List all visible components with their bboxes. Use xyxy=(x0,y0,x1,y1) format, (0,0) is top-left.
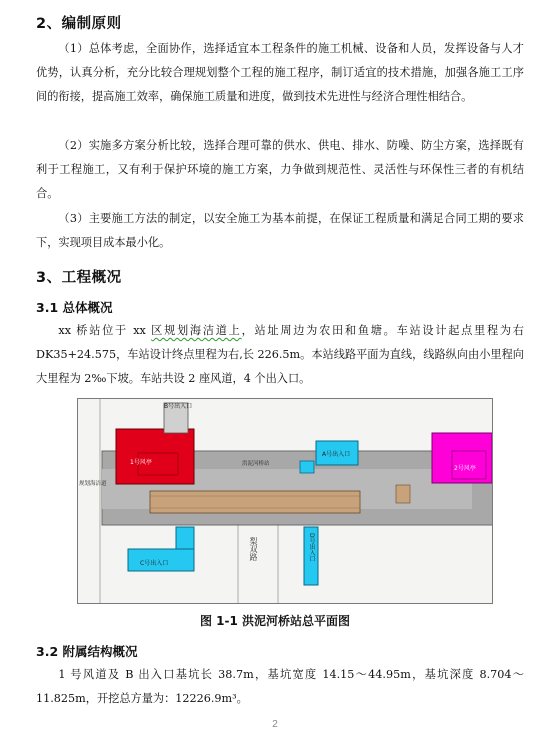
section-heading: 2、编制原则 xyxy=(36,16,122,32)
section-heading: 3、工程概况 xyxy=(36,270,122,286)
spellcheck-underlined-text: 区规划海洁道上 xyxy=(151,324,242,337)
paragraph: （2）实施多方案分析比较，选择合理可靠的供水、供电、排水、防噪、防尘方案，选择既有利于工程施工，又有利于保护环境的施工方案，力争做到规范性、灵活性与环保性三者的有机结合。 xyxy=(36,139,524,201)
text-run: ，站址周边为农田和鱼塘。车站设计起点里程为右 DK35+24.575，车站设计终点里程为右,长 226.5m。本站线路平面为直线，线路纵向由小里程向大里程为 2‰下坡。车站共设 2 座风道，4 个出入口。 xyxy=(36,324,524,386)
text-run: xx 桥站位于 xx xyxy=(58,324,152,337)
exit-d-label: D号出入口 xyxy=(308,533,315,562)
page-number: 2 xyxy=(272,719,278,730)
paragraph: （3）主要施工方法的制定，以安全施工为基本前提，在保证工程质量和满足合同工期的要求下，实现项目成本最小化。 xyxy=(36,212,524,250)
equipment-room xyxy=(396,485,410,503)
site-plan-drawing xyxy=(78,399,492,603)
paragraph: （1）总体考虑，全面协作，选择适宜本工程条件的施工机械、设备和人员，发挥设备与人才优势，认真分析，充分比较合理规划整个工程的施工程序，制订适宜的技术措施，加强各施工工序间的衔接，提高施工效率，确保施工质量和进度，做到技术先进性与经济合理性相结合。 xyxy=(36,42,524,104)
subsection-heading: 3.1 总体概况 xyxy=(36,300,113,315)
road-label: 梨双路 xyxy=(249,537,258,561)
left-road-label: 规划海洁道 xyxy=(79,481,107,487)
subsection-heading: 3.2 附属结构概况 xyxy=(36,644,138,659)
paragraph: 1 号风道及 B 出入口基坑长 38.7m，基坑宽度 14.15～44.95m，基坑深度 8.704～11.825m，开挖总方量为：12226.9m³。 xyxy=(36,668,524,706)
station-site-plan-figure xyxy=(77,398,493,604)
exit-c-label: C号出入口 xyxy=(140,560,169,567)
wind2-label: 2号风亭 xyxy=(454,465,476,472)
wind1-label: 1号风亭 xyxy=(130,459,152,466)
exit-a-ramp xyxy=(300,461,314,473)
figure-caption: 图 1-1 洪泥河桥站总平面图 xyxy=(199,614,351,628)
exit-a-label: A号出入口 xyxy=(322,451,351,458)
station-label: 洪泥河桥站 xyxy=(242,461,270,467)
track-band xyxy=(150,491,360,513)
exit-b-label: B号出入口 xyxy=(164,403,193,410)
paragraph xyxy=(36,319,524,392)
